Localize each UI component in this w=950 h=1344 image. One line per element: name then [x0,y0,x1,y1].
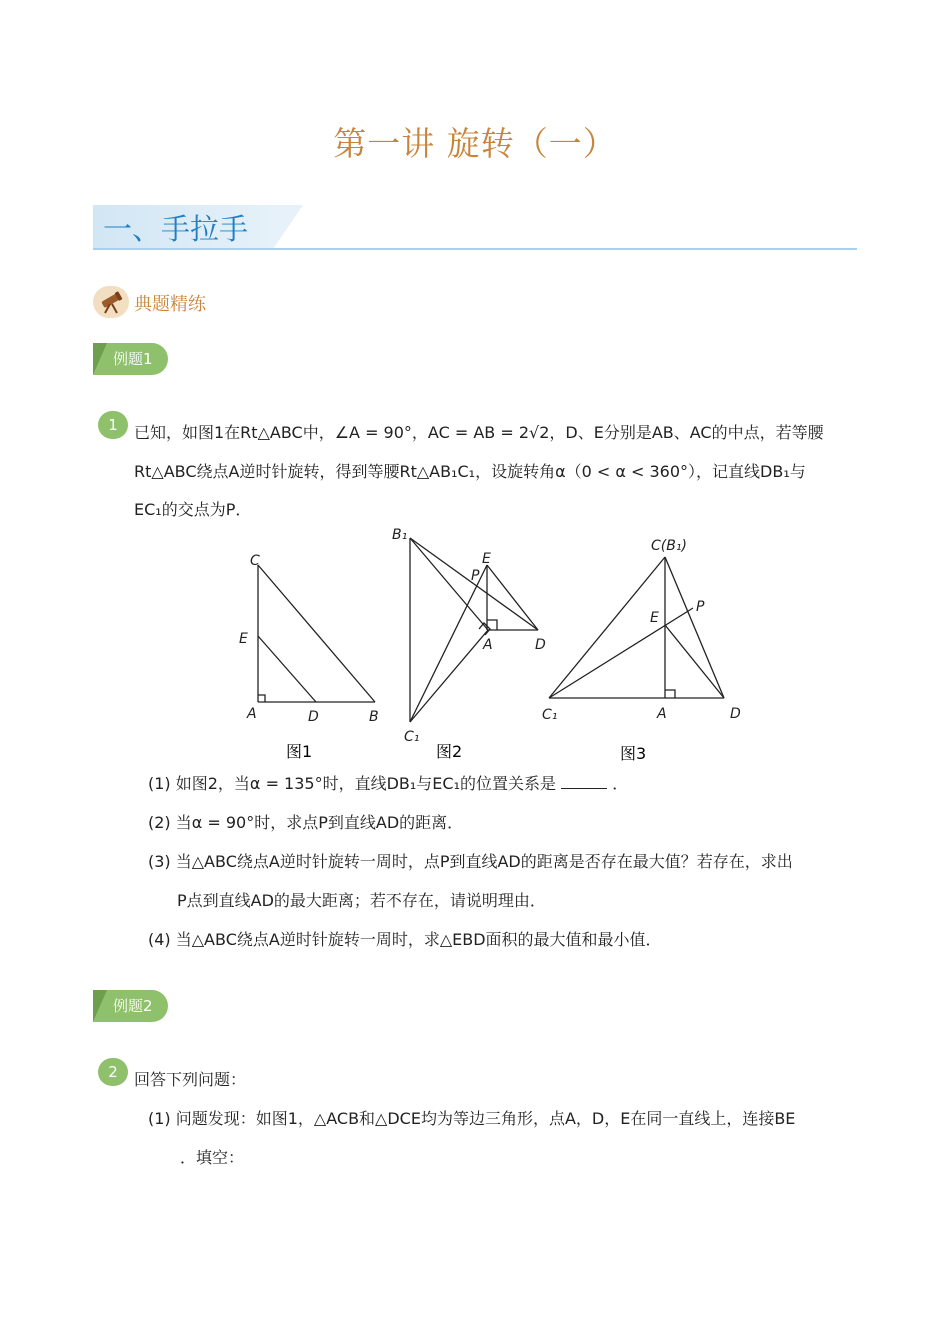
sub-question: (1) 问题发现：如图1，△ACB和△DCE均为等边三角形，点A，D，E在同一直线上，连接BE [148,1109,796,1128]
fig2-label-a: A [483,637,493,653]
fig1-label-a: A [247,706,257,722]
sub-question-text: (1) 如图2，当α = 135°时，直线DB₁与EC₁的位置关系是 [148,774,557,793]
section-header [93,205,857,251]
fig2-label-e: E [482,551,491,567]
question-number-badge: 1 [98,411,128,439]
problem-stem-line: 回答下列问题： [134,1070,247,1089]
sub-question-continuation: P点到直线AD的最大距离；若不存在，请说明理由． [177,891,546,910]
problem-stem-line: Rt△ABC绕点A逆时针旋转，得到等腰Rt△AB₁C₁，设旋转角α（0 < α < 360°），记直线DB₁与 [134,462,806,481]
sub-question-end: ． [612,774,629,793]
fig1-label-c: C [250,553,260,569]
dianti-label: 典题精练 [134,294,206,315]
figure-3 [549,557,724,698]
example-tag-label: 例题2 [113,997,153,1015]
fig3-label-a: A [657,706,667,722]
fig2-label-b1: B₁ [392,527,408,543]
page-title: 第一讲 旋转（一） [333,124,617,163]
sub-question-continuation: ．填空： [180,1148,245,1167]
fig3-label-e: E [650,610,659,626]
sub-question: (3) 当△ABC绕点A逆时针旋转一周时，点P到直线AD的距离是否存在最大值？若存在，求出 [148,852,793,871]
fig3-label-p: P [696,599,705,615]
fig2-label-p: P [471,568,480,584]
sub-question: (4) 当△ABC绕点A逆时针旋转一周时，求△EBD面积的最大值和最小值． [148,930,662,949]
fig1-label-d: D [308,709,319,725]
telescope-icon [93,286,129,318]
sub-question: (2) 当α = 90°时，求点P到直线AD的距离． [148,813,464,832]
section-title: 一、手拉手 [103,212,249,246]
answer-blank[interactable] [561,774,607,789]
problem-stem-line: 已知，如图1在Rt△ABC中，∠A = 90°，AC = AB = 2√2，D、E分别是AB、AC的中点，若等腰 [134,423,824,442]
fig2-label-c1: C₁ [404,729,420,745]
fig2-caption: 图2 [436,742,463,761]
example-tag-label: 例题1 [113,350,153,368]
fig3-caption: 图3 [620,744,647,763]
sub-question [148,771,628,794]
fig1-label-b: B [369,709,379,725]
fig3-label-c1: C₁ [542,707,558,723]
question-number-badge: 2 [98,1058,128,1086]
geometry-figures [230,525,760,770]
figure-1 [258,565,375,702]
fig1-caption: 图1 [286,742,313,761]
fig3-label-d: D [730,706,741,722]
figure-2 [410,538,538,722]
fig3-label-cb1: C(B₁) [651,538,687,554]
fig1-label-e: E [239,631,248,647]
fig2-label-d: D [535,637,546,653]
problem-stem-line: EC₁的交点为P． [134,500,252,519]
